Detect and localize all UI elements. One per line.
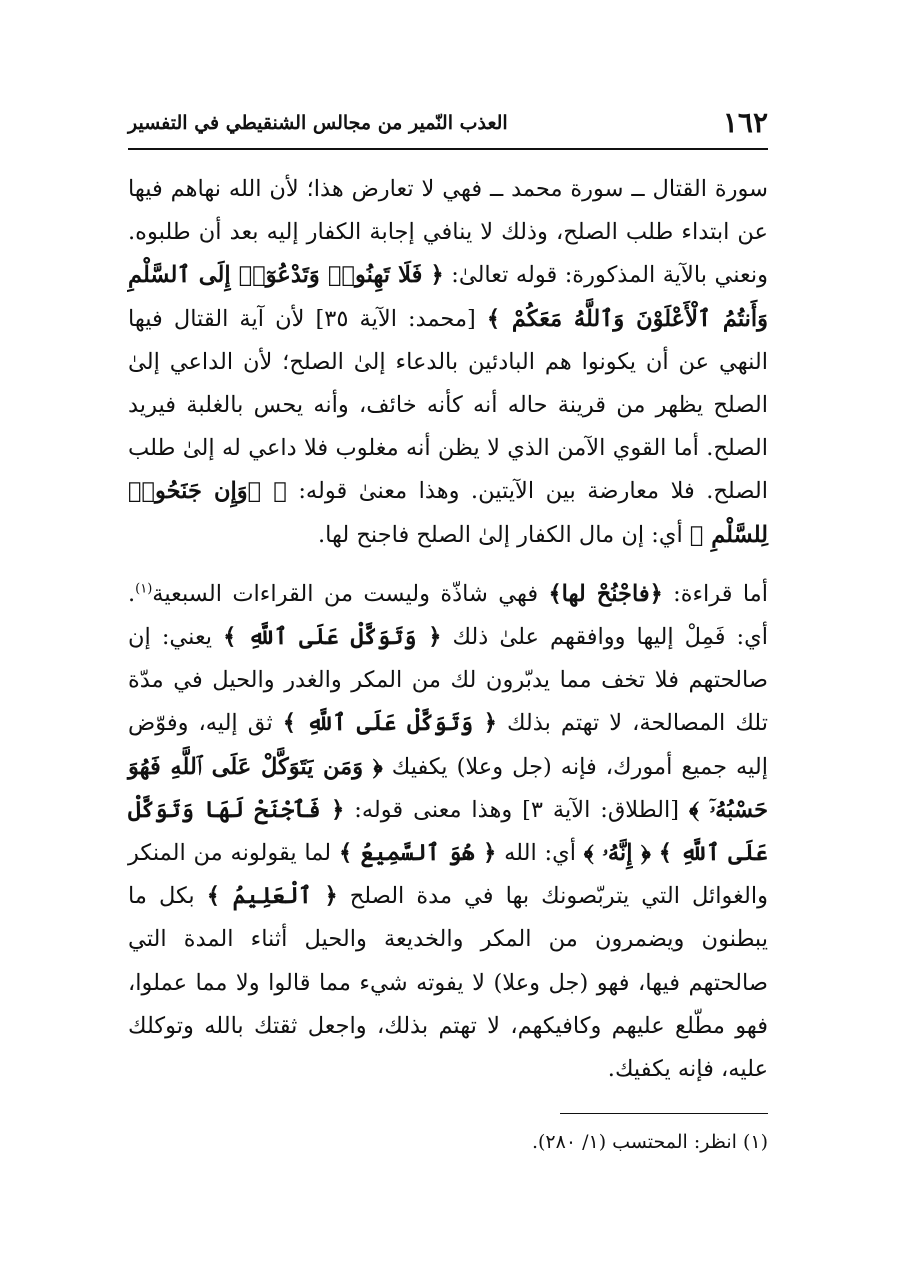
text-segment: أي: الله	[496, 840, 584, 867]
text-segment: ثق إليه، وفوّض إليه جميع أمورك، فإنه (جل وعلا) يكفيك	[128, 710, 768, 780]
text-segment: لما يقولونه من المنكر والغوائل التي يتربّصونك بها في مدة الصلح	[128, 840, 768, 910]
quran-verse: ﴿ وَمَن يَتَوَكَّلْ عَلَى ٱللَّهِ فَهُوَ حَسْبُهُۥٓ ﴾	[128, 753, 769, 823]
text-segment: [محمد: الآية ٣٥] لأن آية القتال فيها النهي عن أن يكونوا هم البادئين بالدعاء إلىٰ الصلح؛ لأن الداعي إلىٰ الصلح يظهر من قرينة حاله أنه كأنه خائف، وأنه يحس بالغلبة فيريد الصلح. أما القوي الآمن الذي لا يظن أنه مغلوب فلا داعي له إلىٰ طلب الصلح. فلا معارضة بين الآيتين. وهذا معنىٰ قوله:	[128, 305, 768, 505]
paragraph-1	[128, 168, 768, 557]
text-segment: بكل ما يبطنون ويضمرون من المكر والخديعة والحيل أثناء المدة التي صالحتهم فيها، فهو (جل وعلا) لا يفوته شيء مما قالوا ولا مما عملوا، فهو مطّلع عليهم وكافيكهم، لا تهتم بذلك، واجعل ثقتك بالله وتوكلك عليه، فإنه يكفيك.	[128, 883, 768, 1083]
running-title: العذب النّمير من مجالس الشنقيطي في التفسير	[128, 112, 508, 134]
footnote: (١) انظر: المحتسب (١/ ٢٨٠).	[531, 1131, 768, 1153]
quran-verse: ﴿ هُوَ ٱلسَّمِيعُ ﴾	[338, 840, 497, 867]
quran-verse: ﴿ وَتَوَكَّلْ عَلَى ٱللَّهِ ﴾	[282, 710, 497, 737]
main-text	[128, 168, 768, 1091]
page-header	[128, 100, 768, 150]
text-segment	[651, 840, 659, 866]
quran-verse: ﴿فاجْنُحْ لها﴾	[548, 580, 663, 607]
footnote-reference[interactable]: (١)	[135, 581, 153, 597]
quran-verse: ﴿ فَلَا تَهِنُوا۟ وَتَدْعُوٓا۟ إِلَى ٱلسَّلْمِ وَأَنتُمُ ٱلْأَعْلَوْنَ وَٱللَّهُ مَعَكُمْ ﴾	[128, 262, 769, 332]
quran-verse: ﴿ ٱلْعَلِيمُ ﴾	[206, 883, 338, 910]
text-segment: أي: إن مال الكفار إلىٰ الصلح فاجنح لها.	[318, 521, 690, 548]
text-segment: يعني: إن صالحتهم فلا تخف مما يدبّرون لك من المكر والغدر والحيل في مدّة تلك المصالحة، لا تهتم بذلك	[128, 624, 768, 737]
quran-verse: ﴿ ۞وَإِن جَنَحُوا۟ لِلسَّلْمِ ﴾	[128, 478, 768, 548]
quran-verse: ﴿ إِنَّهُۥ ﴾	[583, 840, 651, 867]
footnote-divider	[560, 1113, 768, 1114]
text-segment: سورة القتال ــ سورة محمد ــ فهي لا تعارض هذا؛ لأن الله نهاهم فيها عن ابتداء طلب الصلح، وذلك لا ينافي إجابة الكفار إليه بعد أن طلبوه. ونعني بالآية المذكورة: قوله تعالىٰ:	[128, 176, 769, 289]
page-number: ١٦٢	[722, 106, 768, 139]
paragraph-2	[128, 573, 768, 1091]
quran-verse: ﴿ فَٱجْنَحْ لَهَا وَتَوَكَّلْ عَلَى ٱللَّهِ ﴾	[128, 796, 768, 867]
text-segment: [الطلاق: الآية ٣] وهذا معنى قوله:	[344, 796, 689, 823]
text-segment: فهي شاذّة وليست من القراءات السبعية	[152, 580, 549, 607]
quran-verse: ﴿ وَتَوَكَّلْ عَلَى ٱللَّهِ ﴾	[223, 624, 442, 651]
text-segment: . أي: فَمِلْ إليها ووافقهم علىٰ ذلك	[128, 580, 768, 651]
text-segment: أما قراءة:	[662, 580, 768, 607]
